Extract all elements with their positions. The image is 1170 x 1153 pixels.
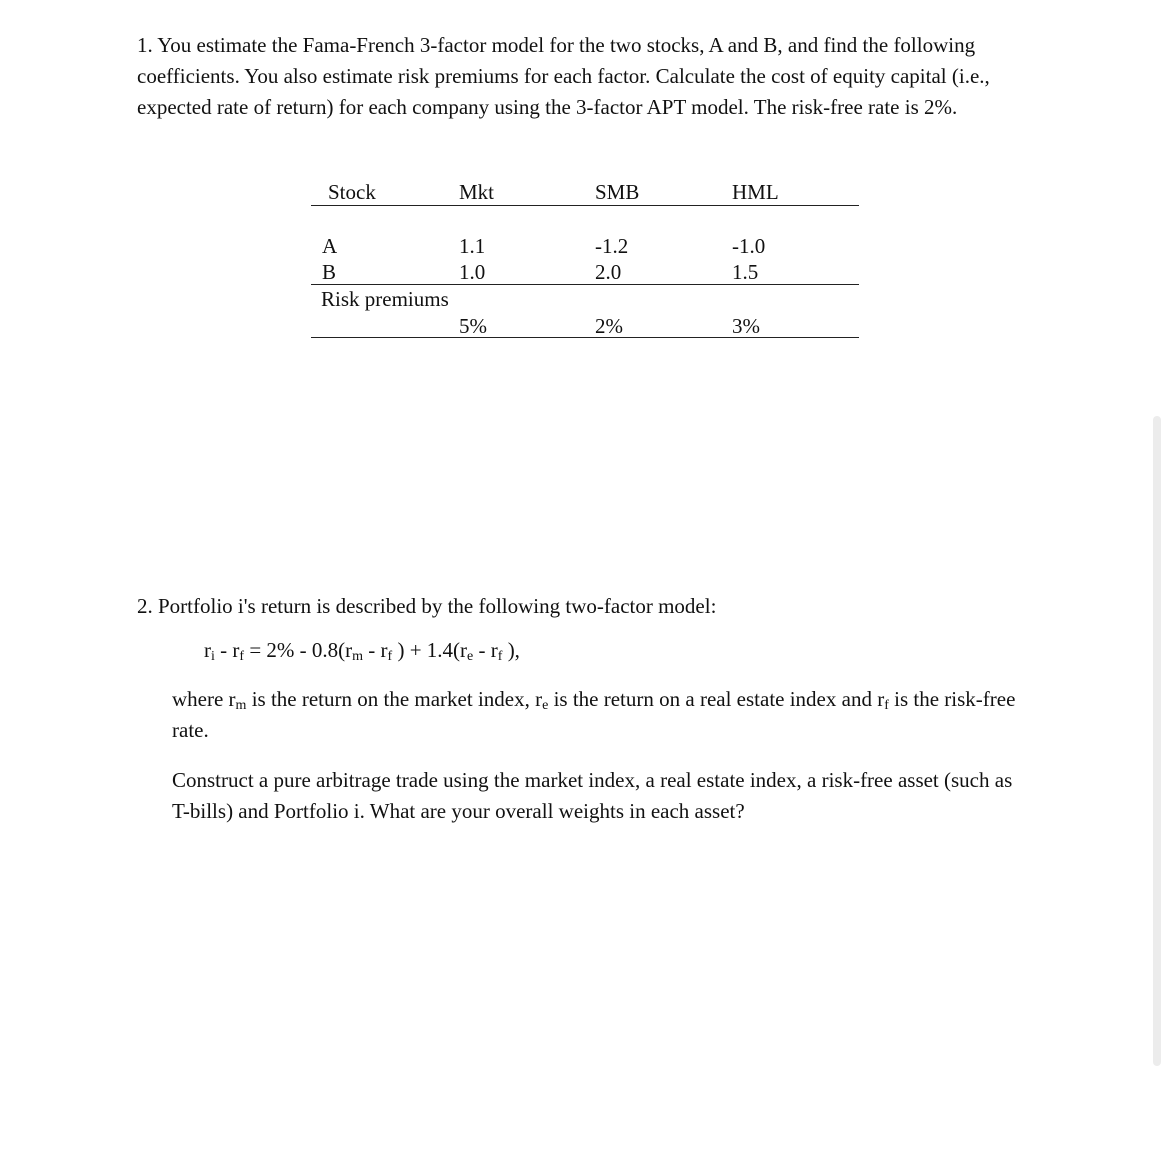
formula-minus: - [363,638,381,662]
formula-r: r [232,638,240,662]
header-stock: Stock [328,180,376,204]
two-factor-formula [204,635,520,666]
header-hml: HML [732,180,779,204]
formula-r: r [460,638,468,662]
row-a-hml: -1.0 [732,234,766,258]
header-smb: SMB [595,180,640,204]
formula-minus: - [473,638,491,662]
formula-sub-f: f [497,649,503,664]
formula-sub-f: f [387,649,393,664]
risk-premiums-label: Risk premiums [321,287,449,311]
vertical-scrollbar[interactable] [1153,416,1161,1066]
row-a-smb: -1.2 [595,234,629,258]
header-mkt: Mkt [459,180,495,204]
formula-sub-e: e [467,649,474,664]
formula-sub-m: m [352,649,364,664]
table-bottom-rule [311,337,859,338]
row-b-hml: 1.5 [732,260,759,284]
premium-hml: 3% [732,314,760,338]
where-text-2: is the return on the market index, r [246,687,543,711]
premium-mkt: 5% [459,314,487,338]
formula-eq: = 2% - 0.8( [244,638,346,662]
question-2-intro: 2. Portfolio i's return is described by the following two-factor model: [137,594,717,618]
formula-close-plus: ) + 1.4( [392,638,461,662]
row-b-smb: 2.0 [595,260,622,284]
row-a-mkt: 1.1 [459,234,486,258]
where-text-4: is the risk-free rate. [172,687,1016,742]
formula-minus: - [214,638,233,662]
row-b-mkt: 1.0 [459,260,486,284]
formula-sub-i: i [211,649,215,664]
where-text-3: is the return on a real estate index and r [548,687,885,711]
table-mid-rule [311,284,859,285]
where-sub-f: f [884,698,889,713]
formula-r: r [490,638,498,662]
formula-r: r [380,638,388,662]
formula-r: r [204,638,211,662]
construct-paragraph: Construct a pure arbitrage trade using the market index, a real estate index, a risk-free asset (such as T-bills) and Portfolio i. What are your overall weights in each asset? [172,768,1013,823]
premium-smb: 2% [595,314,623,338]
factor-table [311,174,859,344]
where-paragraph [172,684,1032,746]
formula-sub-f: f [239,649,245,664]
row-a-stock: A [322,234,338,258]
formula-end: ), [502,638,520,662]
where-sub-e: e [542,698,549,713]
where-text-1: where r [172,687,236,711]
question-1-text: 1. You estimate the Fama-French 3-factor model for the two stocks, A and B, and find the following coefficients. You also estimate risk premiums for each factor. Calculate the cost of equity capital (i.e., expected rate of return) for each company using the 3-factor APT model. The risk-free rate is 2%. [137,33,990,119]
formula-r: r [345,638,353,662]
row-b-stock: B [322,260,337,284]
table-header-rule [311,205,859,206]
where-sub-m: m [235,698,247,713]
